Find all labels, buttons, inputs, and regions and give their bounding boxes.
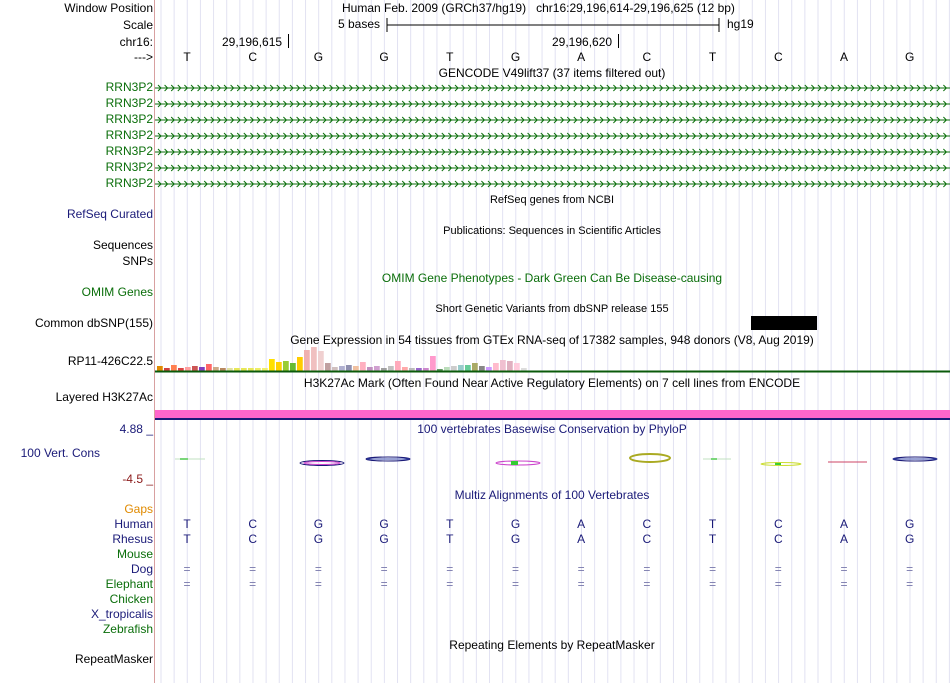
base-letter: T — [708, 50, 717, 64]
strand-label: ---> — [134, 50, 153, 64]
base-letter: A — [839, 50, 849, 64]
gtex-tissue-bar — [367, 367, 373, 371]
gtex-tissue-bar — [388, 366, 394, 371]
alignment-base: T — [446, 517, 454, 531]
alignment-base: G — [510, 532, 521, 546]
alignment-base: T — [708, 517, 717, 531]
gtex-tissue-bar — [458, 365, 464, 371]
alignment-base: T — [183, 532, 191, 546]
gencode-item-label[interactable]: RRN3P2 — [105, 144, 153, 158]
alignment-base: = — [840, 577, 848, 591]
sequences-label[interactable]: Sequences — [92, 238, 153, 252]
scale-assembly: hg19 — [727, 17, 754, 31]
dbsnp-variant[interactable] — [751, 316, 817, 330]
alignment-base: G — [379, 532, 389, 546]
coord-a: 29,196,615 — [222, 35, 283, 49]
gtex-tissue-bar — [290, 363, 296, 371]
base-letter: T — [446, 50, 454, 64]
gtex-tissue-bar — [199, 367, 205, 371]
gencode-transcript[interactable] — [155, 179, 950, 189]
gencode-transcript[interactable] — [155, 115, 950, 125]
refseq-title: RefSeq genes from NCBI — [489, 194, 615, 206]
alignment-base: = — [380, 577, 388, 591]
h3k27-title: H3K27Ac Mark (Often Found Near Active Regulatory Elements) on 7 cell lines from ENCODE — [303, 376, 801, 390]
snps-label[interactable]: SNPs — [122, 254, 153, 268]
dbsnp-label[interactable]: Common dbSNP(155) — [34, 316, 153, 330]
alignment-base: = — [511, 577, 520, 591]
alignment-base: = — [380, 562, 388, 576]
gencode-item-label[interactable]: RRN3P2 — [105, 96, 153, 110]
base-letter: G — [379, 50, 389, 64]
gtex-tissue-bar — [171, 365, 177, 371]
gencode-transcript[interactable] — [155, 147, 950, 157]
gencode-transcript[interactable] — [155, 163, 950, 173]
gtex-tissue-bar — [514, 363, 520, 371]
alignment-base: = — [774, 562, 782, 576]
base-letter: T — [183, 50, 191, 64]
phylop-graph[interactable] — [155, 450, 950, 470]
gtex-tissue-bar — [465, 365, 471, 371]
scale-bar — [386, 17, 722, 33]
alignment-base: = — [577, 562, 585, 576]
gtex-tissue-bar — [451, 366, 457, 371]
omim-label[interactable]: OMIM Genes — [81, 285, 153, 299]
gtex-tissue-bar — [479, 366, 485, 371]
alignment-base: T — [183, 517, 191, 531]
alignment-base: = — [183, 577, 191, 591]
gtex-tissue-bar — [346, 365, 352, 371]
gtex-tissue-bar — [500, 360, 506, 371]
gencode-transcript[interactable] — [155, 131, 950, 141]
base-letter: C — [248, 50, 258, 64]
base-letter: A — [577, 50, 586, 64]
alignment-base: G — [379, 517, 389, 531]
gencode-item-label[interactable]: RRN3P2 — [105, 80, 153, 94]
base-letter: G — [905, 50, 915, 64]
species-label[interactable]: Mouse — [116, 547, 153, 561]
alignment-base: = — [643, 562, 651, 576]
gtex-tissue-bar — [374, 366, 380, 371]
alignment-base: = — [840, 562, 848, 576]
gtex-tissue-bar — [213, 367, 219, 371]
gtex-tissue-bar — [339, 366, 345, 371]
h3k27-label[interactable]: Layered H3K27Ac — [55, 390, 153, 404]
coord-b: 29,196,620 — [552, 35, 613, 49]
gtex-tissue-bar — [269, 359, 275, 371]
alignment-base: G — [313, 517, 324, 531]
species-label[interactable]: Zebrafish — [102, 622, 153, 636]
phylop-title: 100 vertebrates Basewise Conservation by PhyloP — [417, 422, 687, 436]
coord-b-tick — [618, 34, 619, 48]
gaps-label[interactable]: Gaps — [124, 502, 153, 516]
repeat-label[interactable]: RepeatMasker — [74, 652, 153, 666]
gtex-label[interactable]: RP11-426C22.5 — [67, 354, 153, 368]
gencode-item-label[interactable]: RRN3P2 — [105, 128, 153, 142]
alignment-base: = — [709, 577, 717, 591]
base-letter: G — [510, 50, 521, 64]
gencode-transcript[interactable] — [155, 99, 950, 109]
gtex-tissue-bar — [157, 366, 163, 371]
gtex-tissue-bar — [297, 357, 303, 371]
alignment-base: = — [314, 562, 322, 576]
gtex-tissue-bar — [283, 361, 289, 371]
alignment-base: G — [313, 532, 324, 546]
alignment-base: C — [773, 517, 783, 531]
chrom-label: chr16: — [119, 35, 153, 49]
alignment-base: = — [314, 577, 322, 591]
alignment-base: C — [642, 532, 652, 546]
gtex-tissue-bar — [185, 367, 191, 371]
gtex-tissue-bar — [507, 361, 513, 371]
gencode-transcript[interactable] — [155, 83, 950, 93]
phylop-max: 4.88 _ — [119, 422, 153, 436]
scale-label: Scale — [122, 18, 153, 32]
base-letter: G — [313, 50, 324, 64]
alignment-base: C — [773, 532, 783, 546]
alignment-base: G — [905, 517, 915, 531]
gtex-tissue-bar — [276, 362, 282, 371]
alignment-base: = — [511, 562, 520, 576]
species-label[interactable]: X_tropicalis — [90, 607, 153, 621]
alignment-base: = — [906, 562, 914, 576]
gtex-tissue-bar — [311, 347, 317, 371]
alignment-base: G — [510, 517, 521, 531]
gencode-item-label[interactable]: RRN3P2 — [105, 112, 153, 126]
alignment-base: C — [248, 517, 258, 531]
gtex-tissue-bar — [472, 363, 478, 371]
alignment-base: C — [642, 517, 652, 531]
alignment-base: G — [905, 532, 915, 546]
alignment-base: = — [709, 562, 717, 576]
alignment-base: = — [446, 577, 454, 591]
multiz-title: Multiz Alignments of 100 Vertebrates — [454, 488, 650, 502]
gtex-tissue-bar — [353, 366, 359, 371]
dbsnp-title: Short Genetic Variants from dbSNP release 155 — [435, 303, 669, 315]
species-label[interactable]: Human — [114, 517, 153, 531]
alignment-base: = — [577, 577, 585, 591]
alignment-base: = — [446, 562, 454, 576]
alignment-base: = — [249, 562, 257, 576]
gtex-tissue-bar — [444, 367, 450, 371]
gtex-tissue-bar — [304, 350, 310, 371]
window-position-label: Window Position — [64, 1, 153, 15]
alignment-base: A — [839, 532, 849, 546]
position-text: Human Feb. 2009 (GRCh37/hg19) chr16:29,196,614-29,196,625 (12 bp) — [342, 1, 735, 15]
alignment-base: = — [774, 577, 782, 591]
gtex-tissue-bar — [360, 362, 366, 371]
species-label[interactable]: Rhesus — [112, 532, 153, 546]
base-letter: C — [773, 50, 783, 64]
gtex-tissue-bar — [192, 366, 198, 371]
alignment-base: = — [183, 562, 191, 576]
gtex-tissue-bar — [325, 363, 331, 371]
gtex-bar-graph[interactable] — [155, 346, 950, 374]
phylop-min: -4.5 _ — [122, 472, 153, 486]
scale-bases: 5 bases — [338, 17, 381, 31]
gtex-tissue-bar — [402, 367, 408, 371]
publications-title: Publications: Sequences in Scientific Articles — [443, 225, 661, 237]
alignment-base: = — [643, 577, 651, 591]
alignment-base: T — [446, 532, 454, 546]
gtex-title: Gene Expression in 54 tissues from GTEx RNA-seq of 17382 samples, 948 donors (V8, Aug 2019) — [290, 333, 814, 347]
gtex-tissue-bar — [206, 364, 212, 371]
gtex-tissue-bar — [493, 363, 499, 371]
gtex-tissue-bar — [486, 367, 492, 371]
alignment-base: = — [906, 577, 914, 591]
species-label[interactable]: Elephant — [105, 577, 153, 591]
gencode-item-label[interactable]: RRN3P2 — [105, 176, 153, 190]
h3k27-baseline — [155, 418, 950, 420]
alignment-base: T — [708, 532, 717, 546]
alignment-base: A — [577, 517, 586, 531]
gtex-tissue-bar — [332, 367, 338, 371]
gencode-item-label[interactable]: RRN3P2 — [105, 160, 153, 174]
h3k27-signal[interactable] — [155, 410, 950, 418]
refseq-label[interactable]: RefSeq Curated — [66, 207, 153, 221]
omim-title: OMIM Gene Phenotypes - Dark Green Can Be Disease-causing — [381, 271, 723, 285]
phylop-label[interactable]: 100 Vert. Cons — [20, 446, 100, 460]
coord-a-tick — [288, 34, 289, 48]
alignment-base: A — [577, 532, 586, 546]
species-label[interactable]: Dog — [130, 562, 153, 576]
repeat-title: Repeating Elements by RepeatMasker — [449, 638, 655, 652]
alignment-base: = — [249, 577, 257, 591]
gencode-title: GENCODE V49lift37 (37 items filtered out) — [438, 66, 666, 80]
base-letter: C — [642, 50, 652, 64]
gtex-tissue-bar — [318, 351, 324, 371]
species-label[interactable]: Chicken — [109, 592, 153, 606]
alignment-base: C — [248, 532, 258, 546]
alignment-base: A — [839, 517, 849, 531]
gtex-tissue-bar — [395, 361, 401, 371]
gtex-tissue-bar — [430, 356, 436, 371]
